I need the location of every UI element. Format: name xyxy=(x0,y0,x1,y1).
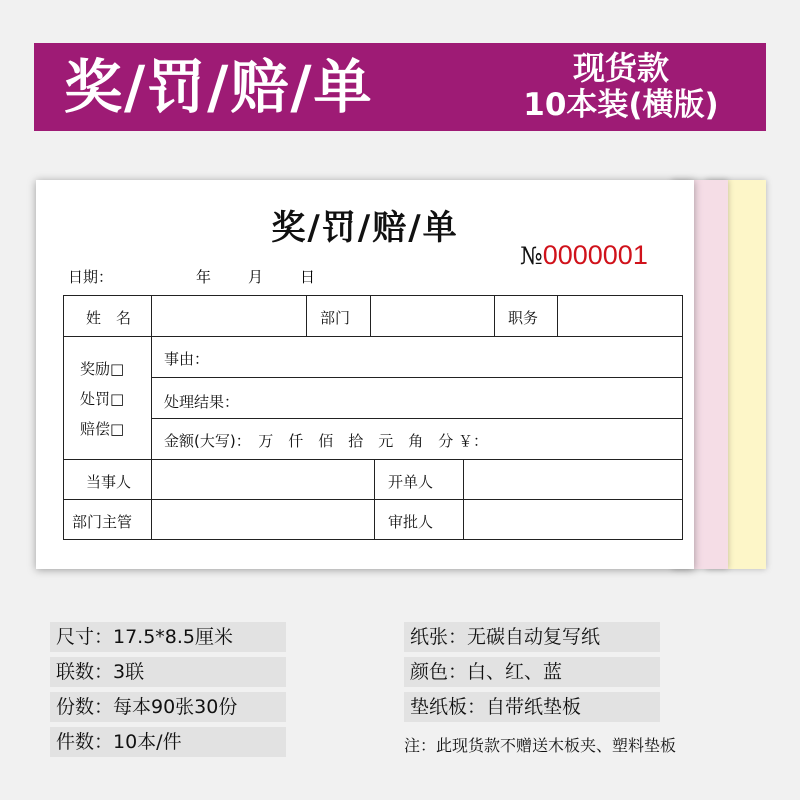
row-divider xyxy=(151,418,682,419)
row-divider xyxy=(64,336,682,337)
title-banner xyxy=(34,43,766,131)
result-label: 处理结果： xyxy=(164,393,240,411)
banner-pack-label: 10本装(横版) xyxy=(523,87,719,123)
reason-label: 事由： xyxy=(164,350,210,368)
position-label: 职务 xyxy=(508,309,539,327)
col-divider xyxy=(494,296,495,336)
spec-size: 尺寸：17.5*8.5厘米 xyxy=(50,622,286,652)
serial-prefix: № xyxy=(520,242,543,270)
penalty-checkbox[interactable]: 处罚□ xyxy=(80,390,125,408)
form-table xyxy=(63,295,683,540)
banner-title: 奖/罚/赔/单 xyxy=(64,53,374,121)
spec-count: 件数：10本/件 xyxy=(50,727,286,757)
col-divider xyxy=(557,296,558,336)
position-field[interactable] xyxy=(564,300,676,332)
form-sheet xyxy=(36,180,694,569)
col-divider xyxy=(463,459,464,539)
banner-tagline xyxy=(506,49,736,123)
approver-label: 审批人 xyxy=(388,513,434,531)
reward-checkbox[interactable]: 奖励□ xyxy=(80,360,125,378)
issuer-label: 开单人 xyxy=(388,473,434,491)
party-label: 当事人 xyxy=(86,473,132,491)
dept-label: 部门 xyxy=(320,309,351,327)
form-title: 奖/罚/赔/单 xyxy=(271,208,459,248)
name-label: 姓 名 xyxy=(86,309,132,327)
spec-sets: 份数：每本90张30份 xyxy=(50,692,286,722)
serial-value: 0000001 xyxy=(542,240,648,270)
banner-stock-label: 现货款 xyxy=(572,49,669,87)
row-divider xyxy=(64,459,682,460)
spec-note: 注：此现货款不赠送木板夹、塑料垫板 xyxy=(404,736,677,755)
col-divider xyxy=(370,296,371,336)
name-field[interactable] xyxy=(164,300,300,332)
date-label: 日期： xyxy=(68,268,114,286)
serial-number xyxy=(520,240,648,271)
compensation-checkbox[interactable]: 赔偿□ xyxy=(80,420,125,438)
amount-label: 金额(大写)： 万 仟 佰 拾 元 角 分 ￥： xyxy=(164,432,488,450)
spec-colors: 颜色：白、红、蓝 xyxy=(404,657,660,687)
col-divider xyxy=(374,459,375,539)
date-month-label: 月 xyxy=(248,268,264,286)
spec-copies: 联数：3联 xyxy=(50,657,286,687)
dept-head-label: 部门主管 xyxy=(72,513,133,531)
col-divider xyxy=(306,296,307,336)
date-day-label: 日 xyxy=(300,268,316,286)
spec-pad: 垫纸板：自带纸垫板 xyxy=(404,692,660,722)
dept-field[interactable] xyxy=(376,300,488,332)
spec-paper: 纸张：无碳自动复写纸 xyxy=(404,622,660,652)
row-divider xyxy=(151,377,682,378)
date-year-label: 年 xyxy=(196,268,212,286)
row-divider xyxy=(64,499,682,500)
col-divider xyxy=(151,296,152,539)
